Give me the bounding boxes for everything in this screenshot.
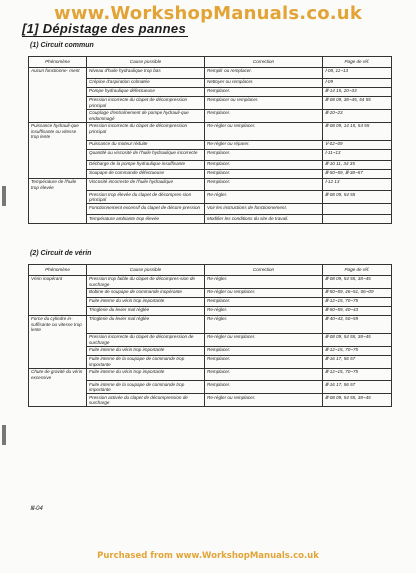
correction-cell: Re-régler ou remplacer. bbox=[205, 288, 323, 297]
phenomenon-cell: Aucun fonctionne- ment bbox=[29, 67, 87, 78]
phenomenon-cell bbox=[29, 204, 87, 215]
correction-cell: Remplacer. bbox=[205, 178, 323, 191]
table-header-row bbox=[29, 57, 392, 68]
cause-cell: Niveau d'huile hydraulique trop bas bbox=[87, 67, 205, 78]
correction-cell: Re-régler ou remplacer. bbox=[205, 394, 323, 407]
phenomenon-cell: Puissance hydrauli-que insuffisante ou vitesse trop lente bbox=[29, 122, 87, 140]
phenomenon-cell bbox=[29, 381, 87, 394]
cause-cell: Pression incorrecte du clapet de décompression principal bbox=[87, 96, 205, 109]
cause-cell: Pression incorrecte du clapet de décompression principal bbox=[87, 122, 205, 140]
phenomenon-cell: Température de l'huile trop élevée bbox=[29, 178, 87, 191]
phenomenon-cell: Chute de gravité du vérin excessive bbox=[29, 368, 87, 381]
page-ref-cell: Ⅲ-08 09, 14 15, 54 55 bbox=[323, 122, 392, 140]
phenomenon-cell bbox=[29, 87, 87, 96]
phenomenon-cell bbox=[29, 149, 87, 160]
correction-cell: Remplacer. bbox=[205, 149, 323, 160]
table-row bbox=[29, 87, 392, 96]
phenomenon-cell bbox=[29, 297, 87, 306]
correction-cell: Remplacer. bbox=[205, 297, 323, 306]
watermark-bottom: Purchased from www.WorkshopManuals.co.uk bbox=[97, 551, 319, 561]
page-ref-cell: Ⅲ-40~43, 50~59 bbox=[323, 315, 392, 333]
column-header: Phénomène bbox=[29, 57, 87, 68]
cause-cell: Fonctionnement excessif du clapet de décom-pression bbox=[87, 204, 205, 215]
cause-cell: Bobine de soupape de commande inopérante bbox=[87, 288, 205, 297]
table-row bbox=[29, 204, 392, 215]
table-row bbox=[29, 315, 392, 333]
page-ref-cell: Ⅰ-09 bbox=[323, 78, 392, 87]
section-title: [1] Dépistage des pannes bbox=[22, 21, 186, 36]
page-ref-cell: Ⅲ-50~59, 46~51, 06~09 bbox=[323, 288, 392, 297]
correction-cell: Re-régler. bbox=[205, 191, 323, 204]
table-row bbox=[29, 122, 392, 140]
table-row bbox=[29, 149, 392, 160]
phenomenon-cell bbox=[29, 78, 87, 87]
page-ref-cell: Ⅲ-12~15, 70~75 bbox=[323, 346, 392, 355]
phenomenon-cell bbox=[29, 346, 87, 355]
cause-cell: Crépine d'aspiration colmatée bbox=[87, 78, 205, 87]
page-ref-cell: Ⅲ-10 11, 34 35 bbox=[323, 160, 392, 169]
cause-cell: Quantité ou viscosité de l'huile hydraulique incorrecte bbox=[87, 149, 205, 160]
table-row bbox=[29, 275, 392, 288]
table-row bbox=[29, 140, 392, 149]
cause-cell: Pression trop faible du clapet de décompres-sion de surcharge bbox=[87, 275, 205, 288]
page-ref-cell: Ⅲ-20~23 bbox=[323, 109, 392, 122]
correction-cell: Remplacer. bbox=[205, 109, 323, 122]
table-row bbox=[29, 178, 392, 191]
correction-cell: Re-régler ou remplacer. bbox=[205, 122, 323, 140]
table-row bbox=[29, 191, 392, 204]
troubleshooting-table-cylinder bbox=[28, 264, 392, 407]
phenomenon-cell bbox=[29, 160, 87, 169]
table2-heading: (2) Circuit de vérin bbox=[30, 250, 92, 257]
page-ref-cell: Ⅲ-08 09, 54 55, 38~45 bbox=[323, 275, 392, 288]
correction-cell: Re-régler. bbox=[205, 306, 323, 315]
cause-cell: Couplage d'entraînement de pompe hydrauli-que endommagé bbox=[87, 109, 205, 122]
column-header: Phénomène bbox=[29, 265, 87, 276]
cause-cell: Décharge de la pompe hydraulique insuffisante bbox=[87, 160, 205, 169]
cause-cell: Tringlerie du levier mal réglée bbox=[87, 306, 205, 315]
table-row bbox=[29, 306, 392, 315]
correction-cell: Remplacer. bbox=[205, 87, 323, 96]
phenomenon-cell bbox=[29, 288, 87, 297]
page-ref-cell bbox=[323, 215, 392, 224]
table-row bbox=[29, 355, 392, 368]
correction-cell: Re-régler. bbox=[205, 275, 323, 288]
table-row bbox=[29, 368, 392, 381]
correction-cell: Re-régler. bbox=[205, 315, 323, 333]
page-ref-cell: Ⅲ-12~15, 70~75 bbox=[323, 368, 392, 381]
page-ref-cell: Ⅲ-08 09, 54 55, 38~45 bbox=[323, 333, 392, 346]
correction-cell: Re-régler ou remplacer. bbox=[205, 333, 323, 346]
cause-cell: Tringlerie du levier mal réglée bbox=[87, 315, 205, 333]
cause-cell: Viscosité incorrecte de l'huile hydraulique bbox=[87, 178, 205, 191]
column-header: Page de réf. bbox=[323, 57, 392, 68]
phenomenon-cell bbox=[29, 169, 87, 178]
troubleshooting-table-common bbox=[28, 56, 392, 224]
table-row bbox=[29, 346, 392, 355]
phenomenon-cell bbox=[29, 215, 87, 224]
correction-cell: Remplacer. bbox=[205, 355, 323, 368]
phenomenon-cell bbox=[29, 333, 87, 346]
cause-cell: Température ambiante trop élevée bbox=[87, 215, 205, 224]
correction-cell: Nettoyer ou remplacer. bbox=[205, 78, 323, 87]
table-row bbox=[29, 160, 392, 169]
phenomenon-cell bbox=[29, 109, 87, 122]
page-ref-cell: Ⅲ-16 17, 56 57 bbox=[323, 355, 392, 368]
page-ref-cell: Ⅲ-16 17, 56 57 bbox=[323, 381, 392, 394]
table-row bbox=[29, 215, 392, 224]
page-ref-cell: Ⅲ-08 09, 38~45, 54 55 bbox=[323, 96, 392, 109]
phenomenon-cell bbox=[29, 306, 87, 315]
cause-cell: Fuite interne du vérin trop importante bbox=[87, 346, 205, 355]
phenomenon-cell bbox=[29, 191, 87, 204]
phenomenon-cell bbox=[29, 140, 87, 149]
table-row bbox=[29, 381, 392, 394]
correction-cell: Remplir ou remplacer. bbox=[205, 67, 323, 78]
column-header: Page de réf. bbox=[323, 265, 392, 276]
table1-heading: (1) Circuit commun bbox=[30, 42, 94, 49]
table-row bbox=[29, 288, 392, 297]
cause-cell: Fuite interne du vérin trop importante bbox=[87, 368, 205, 381]
table-row bbox=[29, 333, 392, 346]
table-row bbox=[29, 96, 392, 109]
table-row bbox=[29, 169, 392, 178]
table-row bbox=[29, 78, 392, 87]
binding-mark bbox=[2, 186, 6, 206]
cause-cell: Soupape de commande défectueuse bbox=[87, 169, 205, 178]
column-header: Correction bbox=[205, 57, 323, 68]
page-ref-cell: Ⅲ-50~59, Ⅲ-38~57 bbox=[323, 169, 392, 178]
page-ref-cell: Ⅴ-02~09 bbox=[323, 140, 392, 149]
page-ref-cell bbox=[323, 204, 392, 215]
correction-cell: Remplacer. bbox=[205, 169, 323, 178]
correction-cell: Remplacer ou remplacer. bbox=[205, 96, 323, 109]
correction-cell: Remplacer. bbox=[205, 160, 323, 169]
page-number: Ⅲ-04 bbox=[30, 506, 43, 512]
cause-cell: Pression incorrecte du clapet de décompression de surcharge bbox=[87, 333, 205, 346]
cause-cell: Puissance du moteur réduite bbox=[87, 140, 205, 149]
page-ref-cell: Ⅲ-50~59, 40~43 bbox=[323, 306, 392, 315]
correction-cell: Re-régler ou réparer. bbox=[205, 140, 323, 149]
page-ref-cell: Ⅰ-11~13 bbox=[323, 149, 392, 160]
phenomenon-cell bbox=[29, 355, 87, 368]
phenomenon-cell: Vérin inopérant bbox=[29, 275, 87, 288]
cause-cell: Pompe hydraulique défectueuse bbox=[87, 87, 205, 96]
phenomenon-cell: Force du cylindre in-suffisante ou vitesse trop lente bbox=[29, 315, 87, 333]
watermark-top: www.WorkshopManuals.co.uk bbox=[54, 3, 362, 24]
cause-cell: Fuite interne du vérin trop importante bbox=[87, 297, 205, 306]
table-row bbox=[29, 394, 392, 407]
correction-cell: Voir les instructions de fonctionnement. bbox=[205, 204, 323, 215]
page-ref-cell: Ⅰ-08, 11~13 bbox=[323, 67, 392, 78]
correction-cell: Modifier les conditions du site de travail. bbox=[205, 215, 323, 224]
table-header-row bbox=[29, 265, 392, 276]
column-header: Cause possible bbox=[87, 57, 205, 68]
correction-cell: Remplacer. bbox=[205, 346, 323, 355]
page-ref-cell: Ⅰ-12 13 bbox=[323, 178, 392, 191]
table-row bbox=[29, 67, 392, 78]
correction-cell: Remplacer. bbox=[205, 368, 323, 381]
column-header: Cause possible bbox=[87, 265, 205, 276]
phenomenon-cell bbox=[29, 394, 87, 407]
table-row bbox=[29, 297, 392, 306]
column-header: Correction bbox=[205, 265, 323, 276]
page-ref-cell: Ⅲ-14 15, 20~33 bbox=[323, 87, 392, 96]
phenomenon-cell bbox=[29, 96, 87, 109]
cause-cell: Fuite interne de la soupape de commande trop importante bbox=[87, 381, 205, 394]
page-ref-cell: Ⅲ-12~15, 70~75 bbox=[323, 297, 392, 306]
cause-cell: Pression trop élevée du clapet de décompres-sion principal bbox=[87, 191, 205, 204]
cause-cell: Fuite interne de la soupape de commande trop importante bbox=[87, 355, 205, 368]
cause-cell: Pression activée du clapet de décompression de surcharge bbox=[87, 394, 205, 407]
binding-mark bbox=[2, 425, 6, 445]
page-ref-cell: Ⅲ-08 09, 54 55, 38~45 bbox=[323, 394, 392, 407]
table-row bbox=[29, 109, 392, 122]
page-ref-cell: Ⅲ-08 09, 54 55 bbox=[323, 191, 392, 204]
correction-cell: Remplacer. bbox=[205, 381, 323, 394]
